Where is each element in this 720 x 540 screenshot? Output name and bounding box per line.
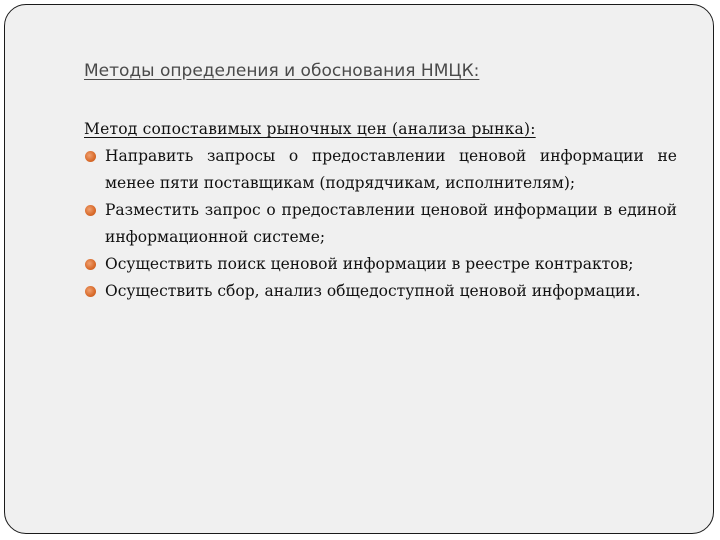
bullet-icon: [85, 205, 96, 216]
list-item: [84, 251, 677, 278]
list-item-text: Осуществить сбор, анализ общедоступной ценовой информации.: [105, 282, 641, 300]
bullet-icon: [85, 259, 96, 270]
list-item: [84, 197, 677, 251]
bullet-icon: [85, 151, 96, 162]
slide-title: Методы определения и обоснования НМЦК:: [84, 61, 480, 81]
list-item-text: Разместить запрос о предоставлении ценовой информации в единой информационной системе;: [105, 201, 677, 246]
list-item-text: Направить запросы о предоставлении ценовой информации не менее пяти поставщикам (подрядчикам, исполнителям);: [105, 147, 677, 192]
slide-frame: [4, 4, 714, 534]
section-heading: Метод сопоставимых рыночных цен (анализа рынка):: [84, 120, 536, 138]
list-item: [84, 278, 677, 305]
bullet-list: [84, 143, 677, 305]
list-item: [84, 143, 677, 197]
list-item-text: Осуществить поиск ценовой информации в реестре контрактов;: [105, 255, 634, 273]
slide-content: [84, 116, 677, 305]
bullet-icon: [85, 286, 96, 297]
